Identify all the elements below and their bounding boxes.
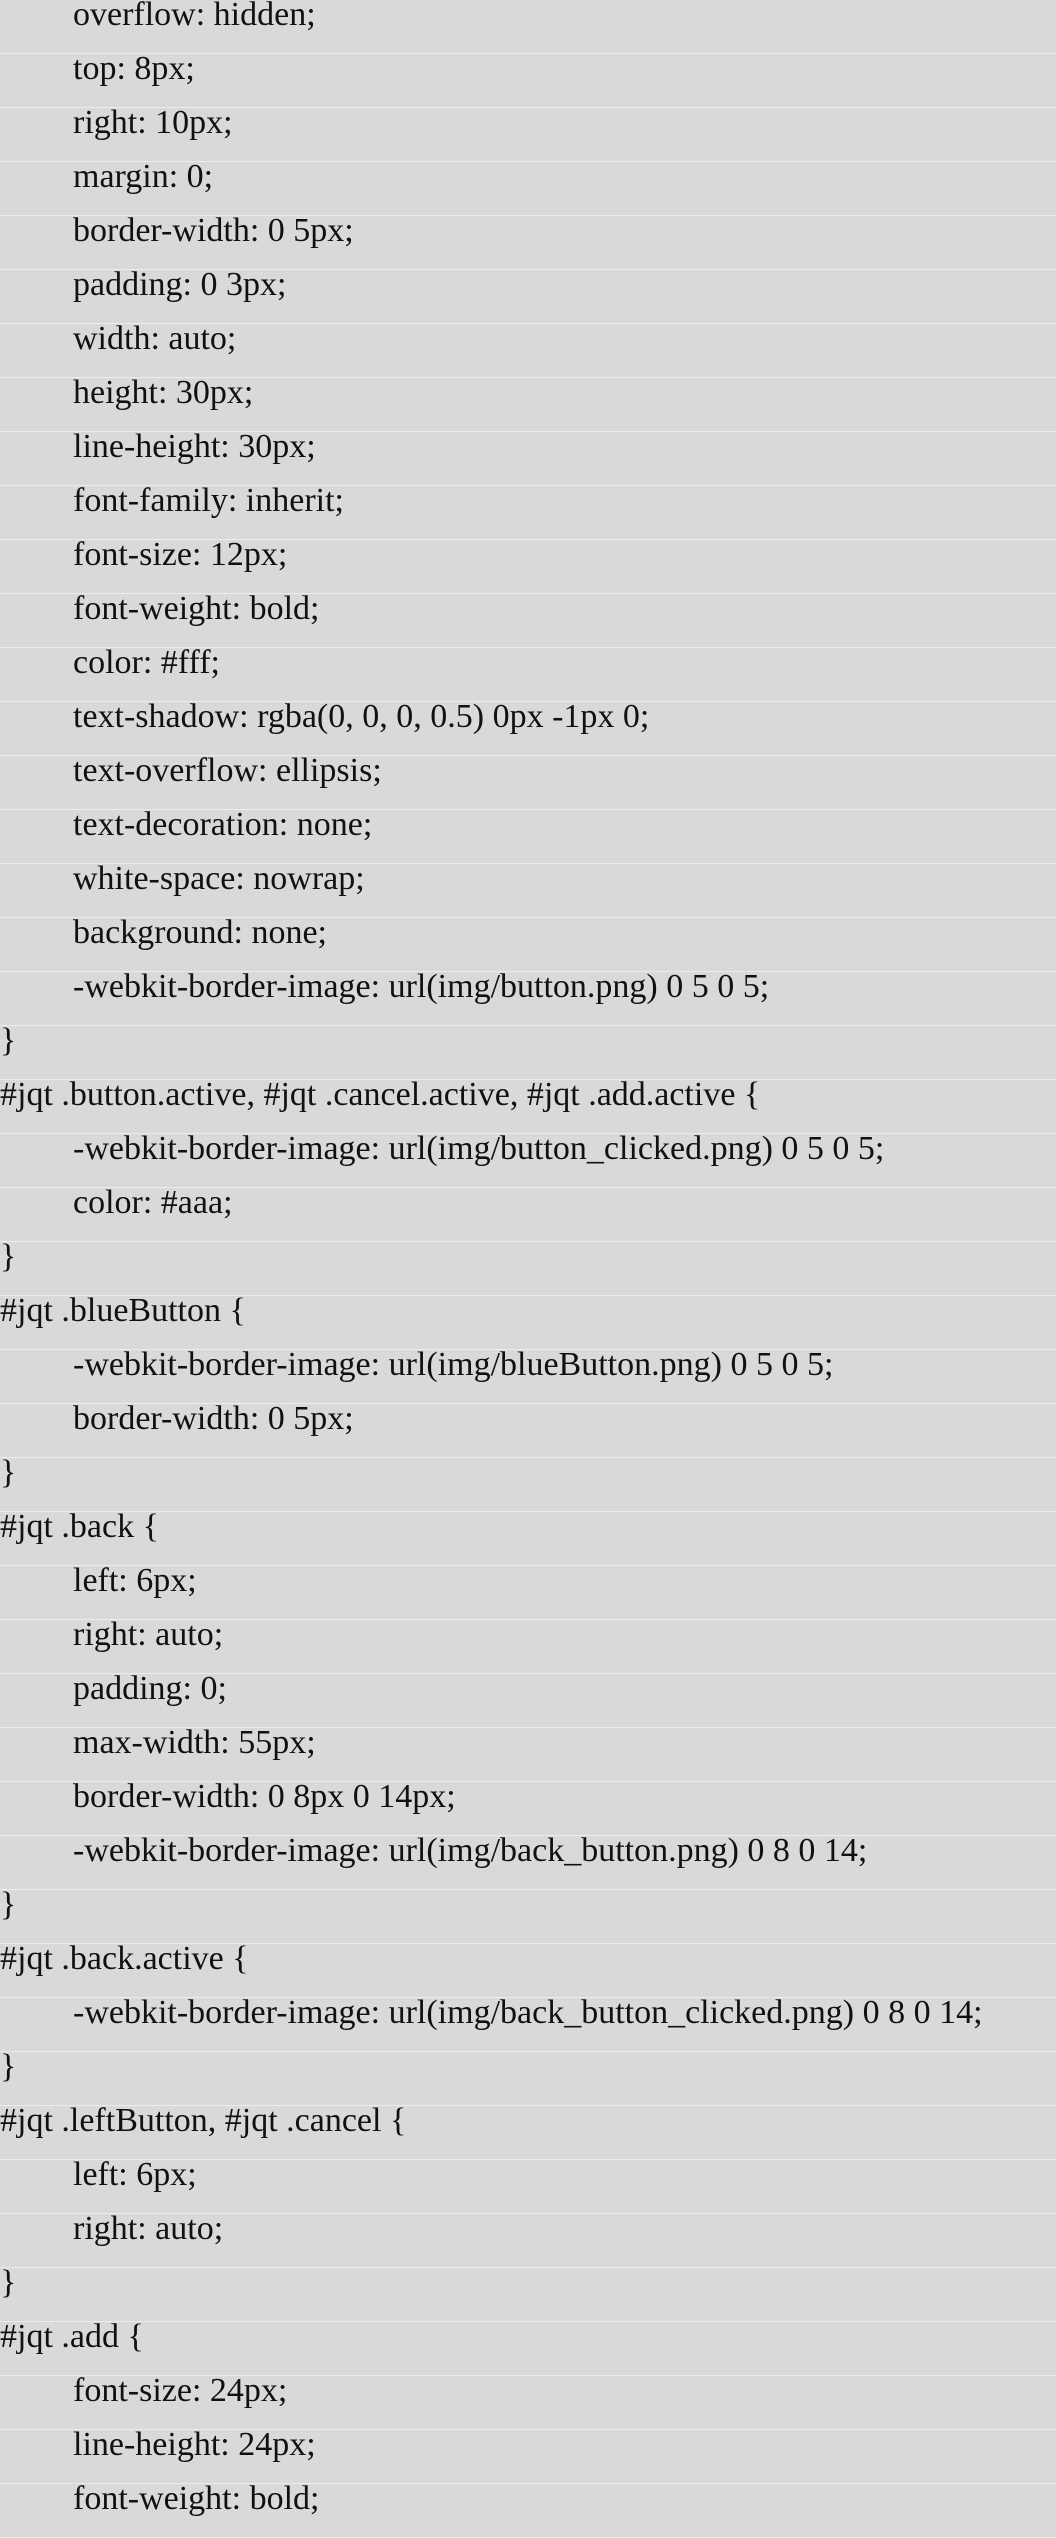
code-line: [0, 2268, 1056, 2322]
code-line-text: top: 8px;: [73, 54, 195, 87]
code-line-text: width: auto;: [73, 324, 237, 357]
code-line-text: font-family: inherit;: [73, 486, 344, 519]
code-line-text: right: auto;: [73, 1620, 224, 1653]
code-line-text: -webkit-border-image: url(img/blueButton.png) 0 5 0 5;: [73, 1350, 834, 1383]
code-line: [0, 1404, 1056, 1458]
code-line-text: #jqt .back.active {: [0, 1944, 249, 1977]
code-line: [0, 2484, 1056, 2538]
code-line-text: font-weight: bold;: [73, 594, 320, 627]
code-line-text: overflow: hidden;: [73, 0, 316, 33]
code-line: [0, 1566, 1056, 1620]
code-line-text: border-width: 0 5px;: [73, 1404, 354, 1437]
code-line-text: left: 6px;: [73, 1566, 197, 1599]
code-line-text: }: [0, 2268, 17, 2301]
code-line-text: font-size: 24px;: [73, 2376, 288, 2409]
code-line-text: #jqt .blueButton {: [0, 1296, 246, 1329]
code-line: [0, 648, 1056, 702]
code-line: [0, 1080, 1056, 1134]
code-line: [0, 1242, 1056, 1296]
code-line-text: white-space: nowrap;: [73, 864, 365, 897]
code-line-text: max-width: 55px;: [73, 1728, 316, 1761]
code-line: [0, 1782, 1056, 1836]
code-line: [0, 270, 1056, 324]
code-line: [0, 972, 1056, 1026]
code-line-text: #jqt .add {: [0, 2322, 144, 2355]
code-line: [0, 1458, 1056, 1512]
code-line-text: -webkit-border-image: url(img/button.png) 0 5 0 5;: [73, 972, 770, 1005]
code-line: [0, 54, 1056, 108]
code-line-text: }: [0, 1242, 17, 1275]
code-line-text: text-overflow: ellipsis;: [73, 756, 382, 789]
code-line-text: #jqt .button.active, #jqt .cancel.active, #jqt .add.active {: [0, 1080, 761, 1113]
code-line-text: color: #aaa;: [73, 1188, 233, 1221]
code-line: [0, 810, 1056, 864]
code-line-text: text-decoration: none;: [73, 810, 373, 843]
code-line-text: border-width: 0 5px;: [73, 216, 354, 249]
code-line-text: }: [0, 1890, 17, 1923]
code-line-text: border-width: 0 8px 0 14px;: [73, 1782, 456, 1815]
code-line-text: line-height: 24px;: [73, 2430, 316, 2463]
code-line: [0, 702, 1056, 756]
code-line: [0, 2430, 1056, 2484]
code-line-text: line-height: 30px;: [73, 432, 316, 465]
code-line: [0, 1836, 1056, 1890]
code-line-text: left: 6px;: [73, 2160, 197, 2193]
code-line-text: }: [0, 2052, 17, 2085]
code-line: [0, 1512, 1056, 1566]
code-line: [0, 216, 1056, 270]
code-line-text: background: none;: [73, 918, 327, 951]
code-line: [0, 2322, 1056, 2376]
code-line: [0, 1296, 1056, 1350]
code-line: [0, 162, 1056, 216]
code-line-text: padding: 0 3px;: [73, 270, 287, 303]
code-line: [0, 2052, 1056, 2106]
code-line: [0, 918, 1056, 972]
code-line: [0, 864, 1056, 918]
code-line: [0, 1890, 1056, 1944]
code-line: [0, 1674, 1056, 1728]
code-line-text: right: 10px;: [73, 108, 233, 141]
code-line: [0, 2160, 1056, 2214]
code-line-text: #jqt .leftButton, #jqt .cancel {: [0, 2106, 407, 2139]
code-line-text: font-weight: bold;: [73, 2484, 320, 2517]
code-line-text: right: auto;: [73, 2214, 224, 2247]
code-line: [0, 2106, 1056, 2160]
code-line: [0, 2214, 1056, 2268]
code-line: [0, 378, 1056, 432]
code-line-text: text-shadow: rgba(0, 0, 0, 0.5) 0px -1px 0;: [73, 702, 650, 735]
code-line-text: height: 30px;: [73, 378, 254, 411]
code-line-text: -webkit-border-image: url(img/back_button_clicked.png) 0 8 0 14;: [73, 1998, 983, 2031]
code-line: [0, 432, 1056, 486]
code-line: [0, 1026, 1056, 1080]
code-line: [0, 1944, 1056, 1998]
code-line: [0, 1728, 1056, 1782]
code-line: [0, 486, 1056, 540]
code-line-text: margin: 0;: [73, 162, 214, 195]
code-line-text: }: [0, 1026, 17, 1059]
code-line: [0, 594, 1056, 648]
code-line: [0, 756, 1056, 810]
code-line-text: padding: 0;: [73, 1674, 227, 1707]
code-line: [0, 2376, 1056, 2430]
code-line: [0, 324, 1056, 378]
code-line-text: color: #fff;: [73, 648, 220, 681]
code-line: [0, 1350, 1056, 1404]
code-line: [0, 108, 1056, 162]
code-line: [0, 1620, 1056, 1674]
code-line: [0, 540, 1056, 594]
code-line-text: -webkit-border-image: url(img/button_clicked.png) 0 5 0 5;: [73, 1134, 885, 1167]
code-line: [0, 1134, 1056, 1188]
code-line-text: }: [0, 1458, 17, 1491]
code-line: [0, 0, 1056, 54]
code-line-text: -webkit-border-image: url(img/back_button.png) 0 8 0 14;: [73, 1836, 868, 1869]
code-line-text: #jqt .back {: [0, 1512, 159, 1545]
code-line-text: font-size: 12px;: [73, 540, 288, 573]
code-line: [0, 1998, 1056, 2052]
code-line: [0, 1188, 1056, 1242]
